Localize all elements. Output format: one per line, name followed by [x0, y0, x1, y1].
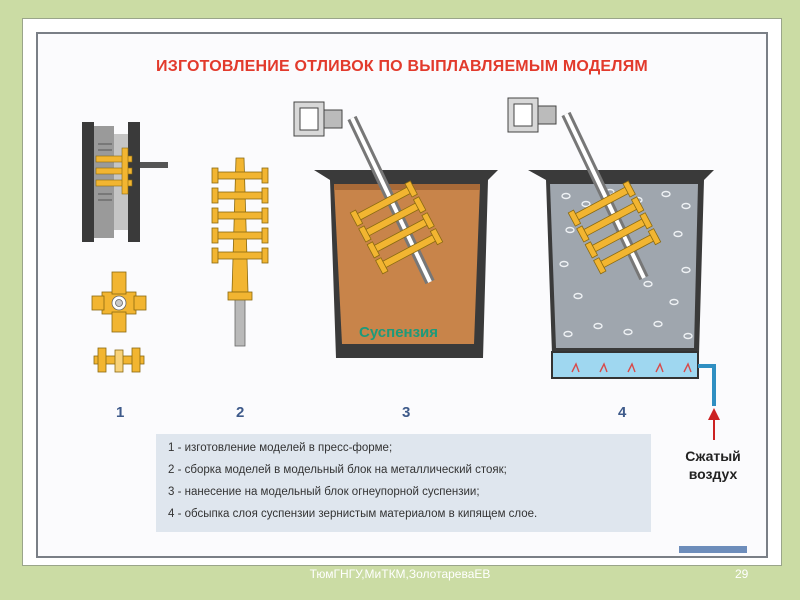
wax-model-top-view — [92, 272, 146, 332]
compressed-air-line2: воздух — [688, 466, 738, 482]
step-number-4: 4 — [618, 404, 627, 421]
fluidized-bed-vat — [528, 170, 714, 406]
model-cluster — [212, 158, 268, 346]
compressed-air-label — [668, 447, 758, 483]
legend-item-2: 2 - сборка моделей в модельный блок на металлический стояк; — [168, 464, 507, 476]
wax-model-side-view — [94, 348, 144, 372]
legend-box — [156, 434, 651, 532]
slurry-label: Суспензия — [359, 324, 439, 341]
press-mold — [82, 122, 168, 242]
legend-item-1: 1 - изготовление моделей в пресс-форме; — [168, 442, 393, 454]
step-number-3: 3 — [402, 404, 411, 421]
legend-item-3: 3 - нанесение на модельный блок огнеупорной суспензии; — [168, 486, 480, 498]
step-number-1: 1 — [116, 404, 125, 421]
air-arrow — [708, 408, 720, 440]
diagram-panel — [36, 32, 768, 558]
page-number: 29 — [735, 567, 749, 581]
legend-item-4: 4 - обсыпка слоя суспензии зернистым материалом в кипящем слое. — [168, 508, 538, 520]
compressed-air-line1: Сжатый — [685, 448, 741, 464]
slide-footer: ТюмГНГУ,МиТКМ,ЗолотареваЕВ — [309, 567, 491, 581]
step-number-2: 2 — [236, 404, 245, 421]
stamp-strip — [679, 546, 747, 553]
diagram-title: ИЗГОТОВЛЕНИЕ ОТЛИВОК ПО ВЫПЛАВЛЯЕМЫМ МОДЕЛЯМ — [156, 58, 648, 75]
